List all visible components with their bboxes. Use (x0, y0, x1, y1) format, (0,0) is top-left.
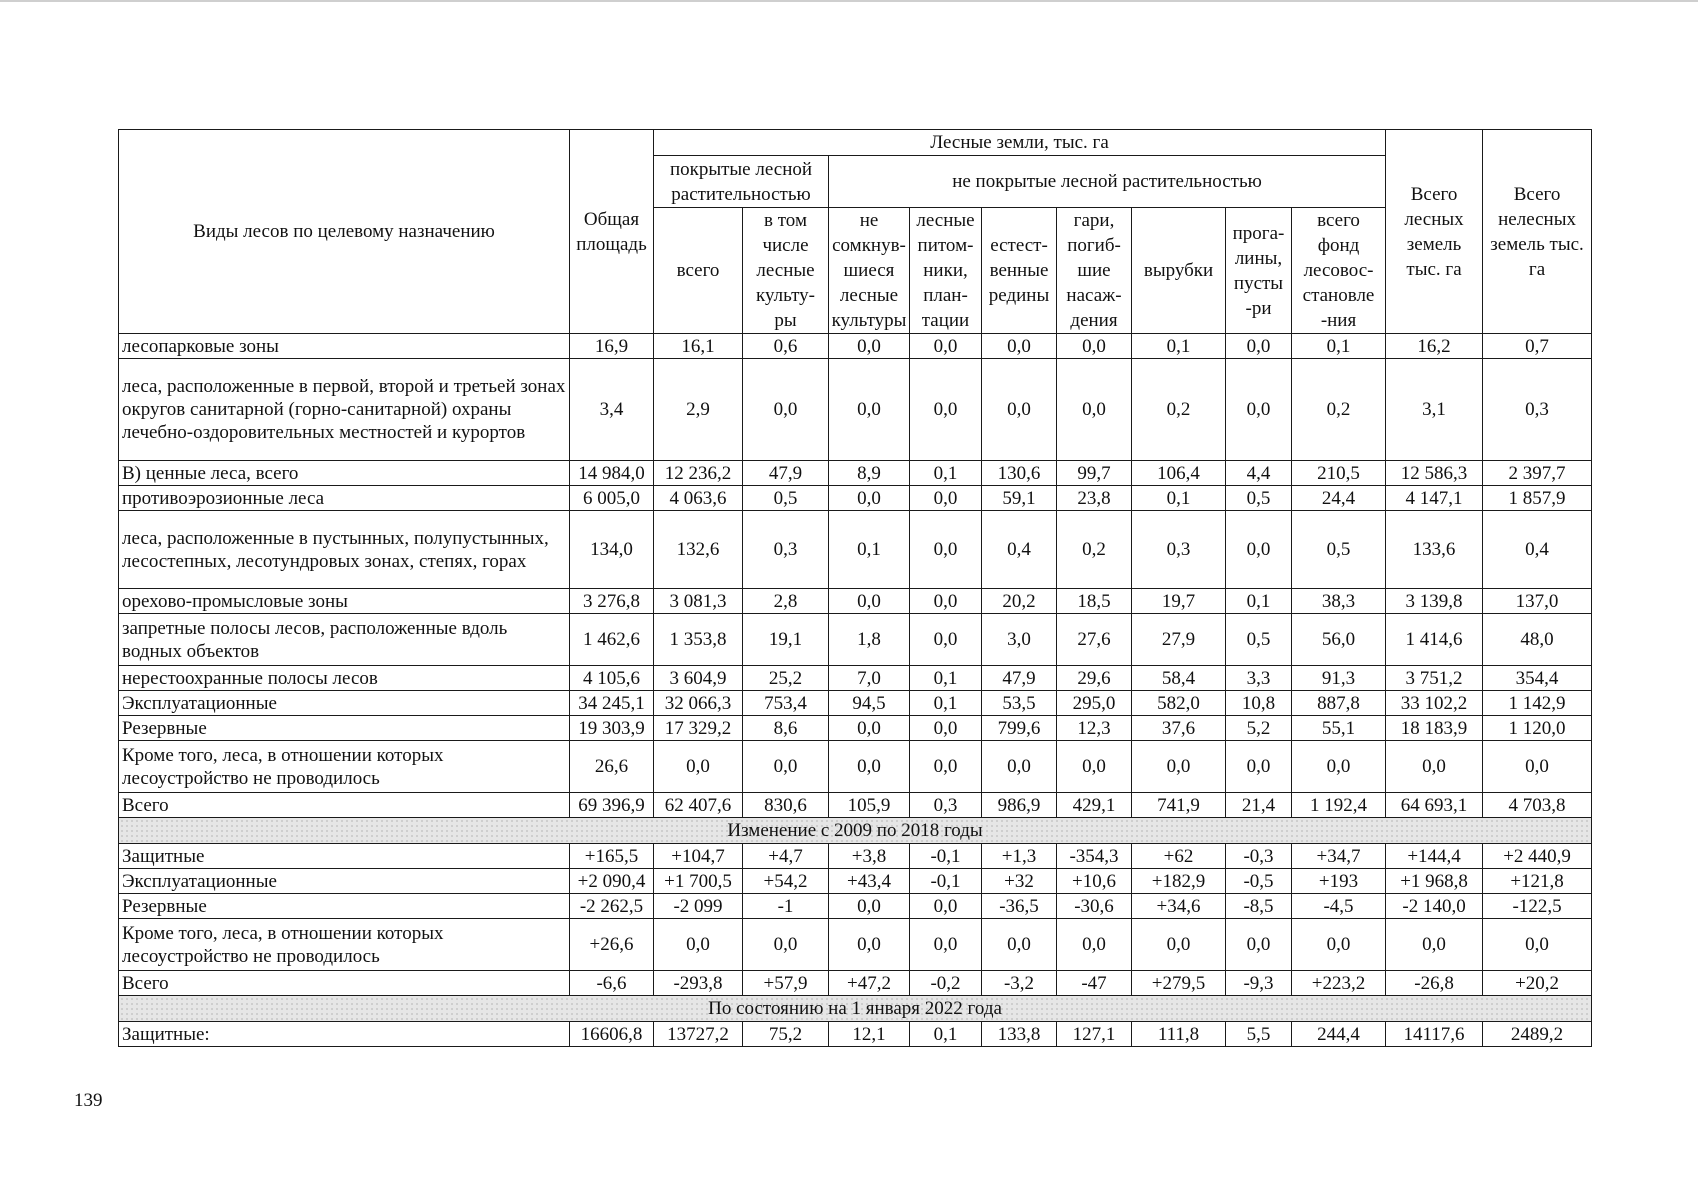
cell-value: 0,1 (910, 1022, 982, 1047)
table-row (119, 359, 1592, 461)
cell-value: 1 353,8 (654, 614, 743, 666)
cell-value: 3,0 (982, 614, 1057, 666)
page-number: 139 (74, 1090, 103, 1111)
cell-value: 0,1 (910, 461, 982, 486)
row-label: Защитные: (119, 1022, 570, 1047)
cell-value: 111,8 (1132, 1022, 1226, 1047)
cell-value: 0,0 (910, 486, 982, 511)
cell-value: -122,5 (1483, 894, 1592, 919)
cell-value: 0,3 (743, 511, 829, 589)
cell-value: 2,9 (654, 359, 743, 461)
cell-value: 4 105,6 (570, 666, 654, 691)
cell-value: 0,2 (1132, 359, 1226, 461)
cell-value: 1,8 (829, 614, 910, 666)
cell-value: -4,5 (1292, 894, 1386, 919)
cell-value: +193 (1292, 869, 1386, 894)
header-natural-sparse: естест-венные редины (982, 208, 1057, 334)
row-label: леса, расположенные в первой, второй и третьей зонах округов санитарной (горно-санитарной) охраны лечебно-оздоровительных местностей и курортов (119, 359, 570, 461)
cell-value: 0,0 (1292, 741, 1386, 793)
row-label: запретные полосы лесов, расположенные вдоль водных объектов (119, 614, 570, 666)
cell-value: 0,0 (910, 359, 982, 461)
cell-value: -0,5 (1226, 869, 1292, 894)
row-label: Эксплуатационные (119, 691, 570, 716)
cell-value: -30,6 (1057, 894, 1132, 919)
cell-value: 8,6 (743, 716, 829, 741)
cell-value: 0,0 (829, 741, 910, 793)
cell-value: 12,3 (1057, 716, 1132, 741)
cell-value: 0,0 (829, 894, 910, 919)
cell-value: 887,8 (1292, 691, 1386, 716)
cell-value: 2489,2 (1483, 1022, 1592, 1047)
cell-value: +34,7 (1292, 844, 1386, 869)
table-row (119, 589, 1592, 614)
cell-value: 16,9 (570, 334, 654, 359)
cell-value: -0,2 (910, 971, 982, 996)
cell-value: +3,8 (829, 844, 910, 869)
header-covered: покрытые лесной растительностью (654, 156, 829, 208)
cell-value: -2 140,0 (1386, 894, 1483, 919)
cell-value: 55,1 (1292, 716, 1386, 741)
cell-value: -354,3 (1057, 844, 1132, 869)
cell-value: -9,3 (1226, 971, 1292, 996)
cell-value: -47 (1057, 971, 1132, 996)
header-covered-cultures: в том числе лесные культу-ры (743, 208, 829, 334)
cell-value: 0,0 (910, 511, 982, 589)
cell-value: +182,9 (1132, 869, 1226, 894)
cell-value: 0,0 (1226, 511, 1292, 589)
cell-value: 0,0 (829, 486, 910, 511)
cell-value: 130,6 (982, 461, 1057, 486)
cell-value: +279,5 (1132, 971, 1226, 996)
cell-value: -26,8 (1386, 971, 1483, 996)
cell-value: 210,5 (1292, 461, 1386, 486)
table-row (119, 894, 1592, 919)
section-title-state: По состоянию на 1 января 2022 года (119, 996, 1592, 1022)
cell-value: 34 245,1 (570, 691, 654, 716)
cell-value: 0,0 (1483, 741, 1592, 793)
header-forest-type: Виды лесов по целевому назначению (119, 130, 570, 334)
cell-value: 0,3 (1483, 359, 1592, 461)
cell-value: 132,6 (654, 511, 743, 589)
cell-value: 37,6 (1132, 716, 1226, 741)
header-all-nonforest-lands: Всего нелесных земель тыс. га (1483, 130, 1592, 334)
cell-value: 1 120,0 (1483, 716, 1592, 741)
cell-value: -2 099 (654, 894, 743, 919)
header-nurseries: лесные питом-ники, план-тации (910, 208, 982, 334)
cell-value: 29,6 (1057, 666, 1132, 691)
cell-value: 38,3 (1292, 589, 1386, 614)
cell-value: 0,1 (910, 666, 982, 691)
cell-value: 0,0 (829, 716, 910, 741)
top-rule (0, 0, 1698, 2)
cell-value: -0,3 (1226, 844, 1292, 869)
cell-value: -36,5 (982, 894, 1057, 919)
cell-value: 4 703,8 (1483, 793, 1592, 818)
header-cuttings: вырубки (1132, 208, 1226, 334)
forest-land-table-wrapper (118, 129, 1591, 1047)
header-covered-total: всего (654, 208, 743, 334)
cell-value: 0,0 (1226, 919, 1292, 971)
cell-value: 0,1 (829, 511, 910, 589)
cell-value: 69 396,9 (570, 793, 654, 818)
cell-value: 0,0 (743, 919, 829, 971)
cell-value: 17 329,2 (654, 716, 743, 741)
cell-value: 19,1 (743, 614, 829, 666)
cell-value: 0,4 (982, 511, 1057, 589)
cell-value: 7,0 (829, 666, 910, 691)
row-label: Защитные (119, 844, 570, 869)
cell-value: 48,0 (1483, 614, 1592, 666)
table-row (119, 793, 1592, 818)
cell-value: +144,4 (1386, 844, 1483, 869)
row-label: Всего (119, 793, 570, 818)
cell-value: 0,2 (1057, 511, 1132, 589)
cell-value: 830,6 (743, 793, 829, 818)
cell-value: 16,1 (654, 334, 743, 359)
cell-value: 13727,2 (654, 1022, 743, 1047)
cell-value: 0,3 (1132, 511, 1226, 589)
cell-value: 3 604,9 (654, 666, 743, 691)
cell-value: 0,0 (982, 359, 1057, 461)
cell-value: 58,4 (1132, 666, 1226, 691)
cell-value: 0,0 (1386, 741, 1483, 793)
cell-value: 0,0 (829, 589, 910, 614)
cell-value: 19,7 (1132, 589, 1226, 614)
cell-value: 0,0 (910, 614, 982, 666)
cell-value: 4 063,6 (654, 486, 743, 511)
cell-value: 295,0 (1057, 691, 1132, 716)
cell-value: 0,0 (1132, 919, 1226, 971)
cell-value: 0,5 (1226, 614, 1292, 666)
table-row (119, 334, 1592, 359)
cell-value: 2 397,7 (1483, 461, 1592, 486)
cell-value: 99,7 (1057, 461, 1132, 486)
cell-value: 14 984,0 (570, 461, 654, 486)
table-row (119, 666, 1592, 691)
cell-value: 0,5 (1292, 511, 1386, 589)
cell-value: 133,8 (982, 1022, 1057, 1047)
cell-value: 64 693,1 (1386, 793, 1483, 818)
cell-value: +43,4 (829, 869, 910, 894)
table-row (119, 614, 1592, 666)
cell-value: -0,1 (910, 869, 982, 894)
cell-value: 4,4 (1226, 461, 1292, 486)
cell-value: 0,0 (1226, 741, 1292, 793)
cell-value: +1,3 (982, 844, 1057, 869)
cell-value: 244,4 (1292, 1022, 1386, 1047)
cell-value: 0,0 (910, 334, 982, 359)
cell-value: 105,9 (829, 793, 910, 818)
row-label: Резервные (119, 716, 570, 741)
header-reforestation-fund: всего фонд лесовос-становле -ния (1292, 208, 1386, 334)
cell-value: 0,6 (743, 334, 829, 359)
cell-value: 0,0 (910, 741, 982, 793)
cell-value: 0,1 (1226, 589, 1292, 614)
cell-value: 0,1 (1132, 334, 1226, 359)
row-label: лесопарковые зоны (119, 334, 570, 359)
cell-value: 94,5 (829, 691, 910, 716)
cell-value: +54,2 (743, 869, 829, 894)
cell-value: 10,8 (1226, 691, 1292, 716)
cell-value: 23,8 (1057, 486, 1132, 511)
cell-value: 0,0 (829, 334, 910, 359)
cell-value: 6 005,0 (570, 486, 654, 511)
cell-value: 137,0 (1483, 589, 1592, 614)
cell-value: 1 857,9 (1483, 486, 1592, 511)
cell-value: +104,7 (654, 844, 743, 869)
forest-land-table (118, 129, 1592, 1047)
cell-value: 0,3 (910, 793, 982, 818)
cell-value: 26,6 (570, 741, 654, 793)
cell-value: 1 414,6 (1386, 614, 1483, 666)
table-row (119, 844, 1592, 869)
cell-value: -293,8 (654, 971, 743, 996)
cell-value: 27,6 (1057, 614, 1132, 666)
cell-value: 59,1 (982, 486, 1057, 511)
cell-value: +62 (1132, 844, 1226, 869)
cell-value: 0,0 (654, 741, 743, 793)
table-row (119, 716, 1592, 741)
cell-value: 0,0 (1226, 359, 1292, 461)
cell-value: +20,2 (1483, 971, 1592, 996)
cell-value: +223,2 (1292, 971, 1386, 996)
cell-value: 5,5 (1226, 1022, 1292, 1047)
cell-value: 53,5 (982, 691, 1057, 716)
cell-value: 18,5 (1057, 589, 1132, 614)
cell-value: -3,2 (982, 971, 1057, 996)
header-glades: прога-лины, пусты -ри (1226, 208, 1292, 334)
cell-value: 1 142,9 (1483, 691, 1592, 716)
cell-value: 0,0 (1292, 919, 1386, 971)
table-row (119, 486, 1592, 511)
cell-value: 5,2 (1226, 716, 1292, 741)
header-all-forest-lands: Всего лесных земель тыс. га (1386, 130, 1483, 334)
cell-value: +57,9 (743, 971, 829, 996)
cell-value: +2 440,9 (1483, 844, 1592, 869)
cell-value: 0,0 (910, 919, 982, 971)
cell-value: -0,1 (910, 844, 982, 869)
cell-value: 127,1 (1057, 1022, 1132, 1047)
cell-value: 1 192,4 (1292, 793, 1386, 818)
row-label: противоэрозионные леса (119, 486, 570, 511)
row-label: орехово-промысловые зоны (119, 589, 570, 614)
cell-value: +10,6 (1057, 869, 1132, 894)
cell-value: 3 081,3 (654, 589, 743, 614)
cell-value: 91,3 (1292, 666, 1386, 691)
cell-value: 0,0 (910, 894, 982, 919)
cell-value: 18 183,9 (1386, 716, 1483, 741)
cell-value: 0,7 (1483, 334, 1592, 359)
cell-value: 0,0 (654, 919, 743, 971)
cell-value: 799,6 (982, 716, 1057, 741)
cell-value: 47,9 (982, 666, 1057, 691)
cell-value: 0,1 (1132, 486, 1226, 511)
cell-value: 16,2 (1386, 334, 1483, 359)
cell-value: 0,5 (743, 486, 829, 511)
cell-value: 4 147,1 (1386, 486, 1483, 511)
cell-value: 134,0 (570, 511, 654, 589)
cell-value: -8,5 (1226, 894, 1292, 919)
table-row (119, 971, 1592, 996)
cell-value: 75,2 (743, 1022, 829, 1047)
section-title-change: Изменение с 2009 по 2018 годы (119, 818, 1592, 844)
row-label: Кроме того, леса, в отношении которых лесоустройство не проводилось (119, 919, 570, 971)
cell-value: 0,0 (1132, 741, 1226, 793)
cell-value: +32 (982, 869, 1057, 894)
cell-value: 986,9 (982, 793, 1057, 818)
cell-value: 0,0 (1057, 741, 1132, 793)
cell-value: 0,4 (1483, 511, 1592, 589)
cell-value: 0,0 (982, 919, 1057, 971)
cell-value: 0,1 (1292, 334, 1386, 359)
table-row (119, 691, 1592, 716)
cell-value: +165,5 (570, 844, 654, 869)
cell-value: 12 586,3 (1386, 461, 1483, 486)
cell-value: 0,0 (910, 589, 982, 614)
cell-value: 3 139,8 (1386, 589, 1483, 614)
cell-value: 753,4 (743, 691, 829, 716)
table-row (119, 1022, 1592, 1047)
table-header (119, 130, 1592, 334)
table-row (119, 461, 1592, 486)
cell-value: 12,1 (829, 1022, 910, 1047)
header-forest-lands: Лесные земли, тыс. га (654, 130, 1386, 156)
cell-value: 0,0 (1386, 919, 1483, 971)
row-label: нерестоохранные полосы лесов (119, 666, 570, 691)
cell-value: 14117,6 (1386, 1022, 1483, 1047)
table-body (119, 334, 1592, 1047)
row-label: Эксплуатационные (119, 869, 570, 894)
cell-value: 24,4 (1292, 486, 1386, 511)
cell-value: 2,8 (743, 589, 829, 614)
section-band-state (119, 996, 1592, 1022)
cell-value: +47,2 (829, 971, 910, 996)
cell-value: 0,0 (1483, 919, 1592, 971)
cell-value: -6,6 (570, 971, 654, 996)
cell-value: 0,0 (982, 334, 1057, 359)
row-label: леса, расположенные в пустынных, полупустынных, лесостепных, лесотундровых зонах, степях, горах (119, 511, 570, 589)
cell-value: 354,4 (1483, 666, 1592, 691)
cell-value: 3,1 (1386, 359, 1483, 461)
cell-value: 20,2 (982, 589, 1057, 614)
header-total-area: Общая площадь (570, 130, 654, 334)
cell-value: +26,6 (570, 919, 654, 971)
cell-value: 0,0 (1057, 919, 1132, 971)
cell-value: 582,0 (1132, 691, 1226, 716)
header-unclosed-cultures: не сомкнув-шиеся лесные культуры (829, 208, 910, 334)
cell-value: 0,0 (829, 359, 910, 461)
cell-value: 33 102,2 (1386, 691, 1483, 716)
cell-value: 3 276,8 (570, 589, 654, 614)
cell-value: 133,6 (1386, 511, 1483, 589)
cell-value: 8,9 (829, 461, 910, 486)
cell-value: 56,0 (1292, 614, 1386, 666)
row-label: Кроме того, леса, в отношении которых лесоустройство не проводилось (119, 741, 570, 793)
table-row (119, 919, 1592, 971)
cell-value: 0,0 (743, 741, 829, 793)
row-label: Резервные (119, 894, 570, 919)
cell-value: 0,0 (910, 716, 982, 741)
table-row (119, 511, 1592, 589)
cell-value: 12 236,2 (654, 461, 743, 486)
cell-value: 0,0 (1226, 334, 1292, 359)
cell-value: -1 (743, 894, 829, 919)
cell-value: 0,5 (1226, 486, 1292, 511)
cell-value: 0,0 (1057, 334, 1132, 359)
row-label: В) ценные леса, всего (119, 461, 570, 486)
table-row (119, 869, 1592, 894)
cell-value: 3 751,2 (1386, 666, 1483, 691)
cell-value: 32 066,3 (654, 691, 743, 716)
cell-value: -2 262,5 (570, 894, 654, 919)
cell-value: 19 303,9 (570, 716, 654, 741)
cell-value: 0,0 (743, 359, 829, 461)
cell-value: +4,7 (743, 844, 829, 869)
cell-value: 25,2 (743, 666, 829, 691)
cell-value: +121,8 (1483, 869, 1592, 894)
cell-value: 106,4 (1132, 461, 1226, 486)
cell-value: 429,1 (1057, 793, 1132, 818)
cell-value: 62 407,6 (654, 793, 743, 818)
cell-value: 0,0 (1057, 359, 1132, 461)
header-not-covered: не покрытые лесной растительностью (829, 156, 1386, 208)
table-row (119, 741, 1592, 793)
cell-value: +1 968,8 (1386, 869, 1483, 894)
cell-value: 47,9 (743, 461, 829, 486)
cell-value: 741,9 (1132, 793, 1226, 818)
cell-value: 21,4 (1226, 793, 1292, 818)
cell-value: +2 090,4 (570, 869, 654, 894)
cell-value: 3,4 (570, 359, 654, 461)
cell-value: 0,2 (1292, 359, 1386, 461)
cell-value: 3,3 (1226, 666, 1292, 691)
cell-value: 0,1 (910, 691, 982, 716)
cell-value: 1 462,6 (570, 614, 654, 666)
cell-value: +1 700,5 (654, 869, 743, 894)
header-burnt: гари, погиб-шие насаж-дения (1057, 208, 1132, 334)
cell-value: 0,0 (982, 741, 1057, 793)
row-label: Всего (119, 971, 570, 996)
cell-value: 27,9 (1132, 614, 1226, 666)
cell-value: 0,0 (829, 919, 910, 971)
cell-value: +34,6 (1132, 894, 1226, 919)
section-band-change (119, 818, 1592, 844)
cell-value: 16606,8 (570, 1022, 654, 1047)
